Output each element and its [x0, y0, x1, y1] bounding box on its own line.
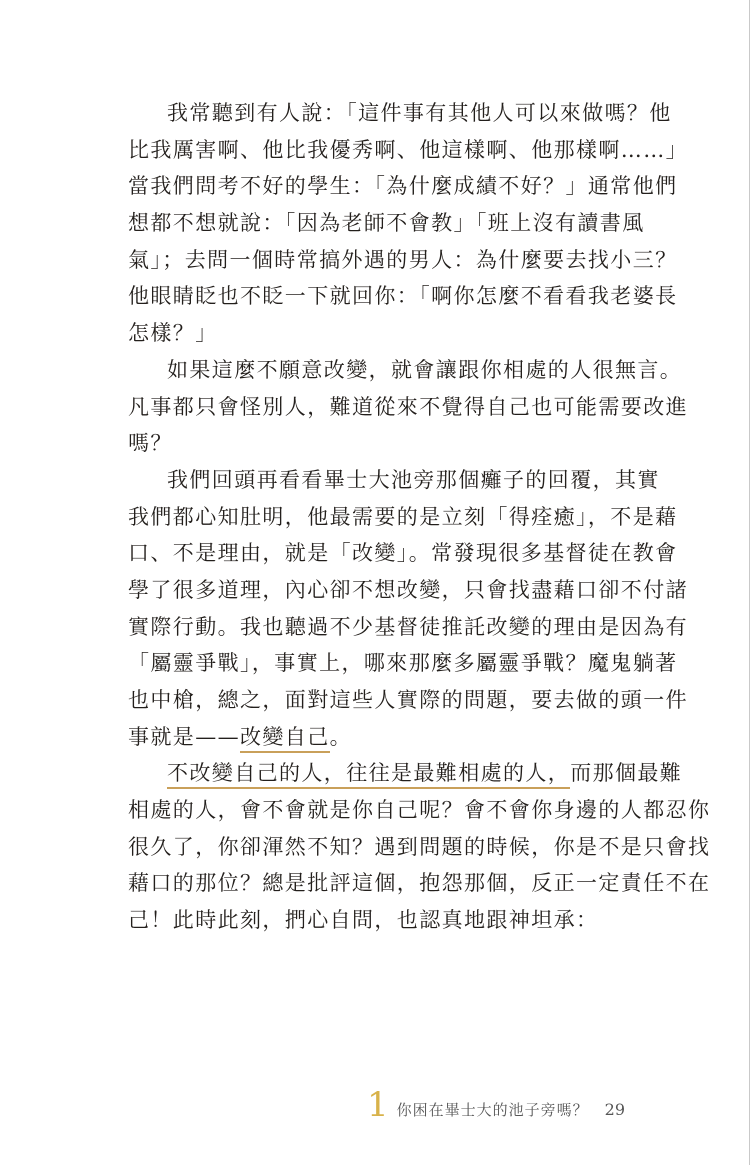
text-line: 當我們問考不好的學生：「為什麼成績不好？」通常他們: [128, 174, 678, 199]
text-line: [128, 755, 683, 792]
text-line: 也中槍，總之，面對這些人實際的問題，要去做的頭一件: [128, 688, 688, 712]
text-segment: 。: [329, 724, 353, 749]
text-segment: 而那個最難: [570, 761, 683, 786]
paragraph-3: [128, 462, 688, 756]
text-line: [128, 719, 628, 756]
text-line: 很久了，你卻渾然不知？遇到問題的時候，你是不是只會找: [128, 834, 711, 859]
text-line: 學了很多道理，內心卻不想改變，只會找盡藉口卻不付諸: [128, 577, 688, 602]
paragraph-2: [128, 352, 688, 462]
text-line: 我常聽到有人說：「這件事有其他人可以來做嗎？他: [167, 101, 672, 125]
page-number: 29: [604, 1100, 625, 1119]
paragraph-1: [128, 95, 688, 352]
text-line: 口、不是理由，就是「改變」。常發現很多基督徒在教會: [128, 541, 678, 566]
underlined-phrase: 不改變自己的人，往往是最難相處的人，: [167, 761, 570, 789]
text-line: 相處的人，會不會就是你自己呢？會不會你身邊的人都忍你: [128, 798, 711, 823]
chapter-number: 1: [366, 1085, 389, 1125]
underlined-phrase: 改變自己: [240, 725, 330, 753]
text-line: 我們回頭再看看畢士大池旁那個癱子的回覆，其實: [167, 467, 660, 492]
text-line: 「屬靈爭戰」，事實上，哪來那麼多屬靈爭戰？魔鬼躺著: [128, 651, 678, 676]
text-segment: 事就是——: [128, 724, 240, 749]
text-line: 想都不想就說：「因為老師不會教」「班上沒有讀書風: [128, 211, 645, 236]
text-line: 實際行動。我也聽過不少基督徒推託改變的理由是因為有: [128, 614, 688, 639]
text-line: 他眼睛眨也不眨一下就回你：「啊你怎麼不看看我老婆長: [128, 284, 678, 309]
body-text: [128, 95, 711, 939]
text-line: 比我厲害啊、他比我優秀啊、他這樣啊、他那樣啊……」: [128, 137, 688, 162]
text-line: 如果這麼不願意改變，就會讓跟你相處的人很無言。: [167, 357, 683, 382]
text-line: 凡事都只會怪別人，難道從來不覺得自己也可能需要改進: [128, 394, 688, 419]
running-head: 你困在畢士大的池子旁嗎？: [396, 1101, 589, 1119]
text-line: 我們都心知肚明，他最需要的是立刻「得痊癒」，不是藉: [128, 504, 678, 529]
page-footer: [366, 1085, 625, 1125]
text-line: 藉口的那位？總是批評這個，抱怨那個，反正一定責任不在: [128, 871, 711, 896]
text-line: 己！此時此刻，捫心自問，也認真地跟神坦承：: [128, 908, 599, 933]
text-line: 嗎？: [128, 431, 173, 456]
paragraph-4: [128, 755, 711, 938]
text-line: 怎樣？」: [128, 321, 218, 346]
text-line: 氣」；去問一個時常搞外遇的男人：為什麼要去找小三？: [128, 247, 678, 272]
